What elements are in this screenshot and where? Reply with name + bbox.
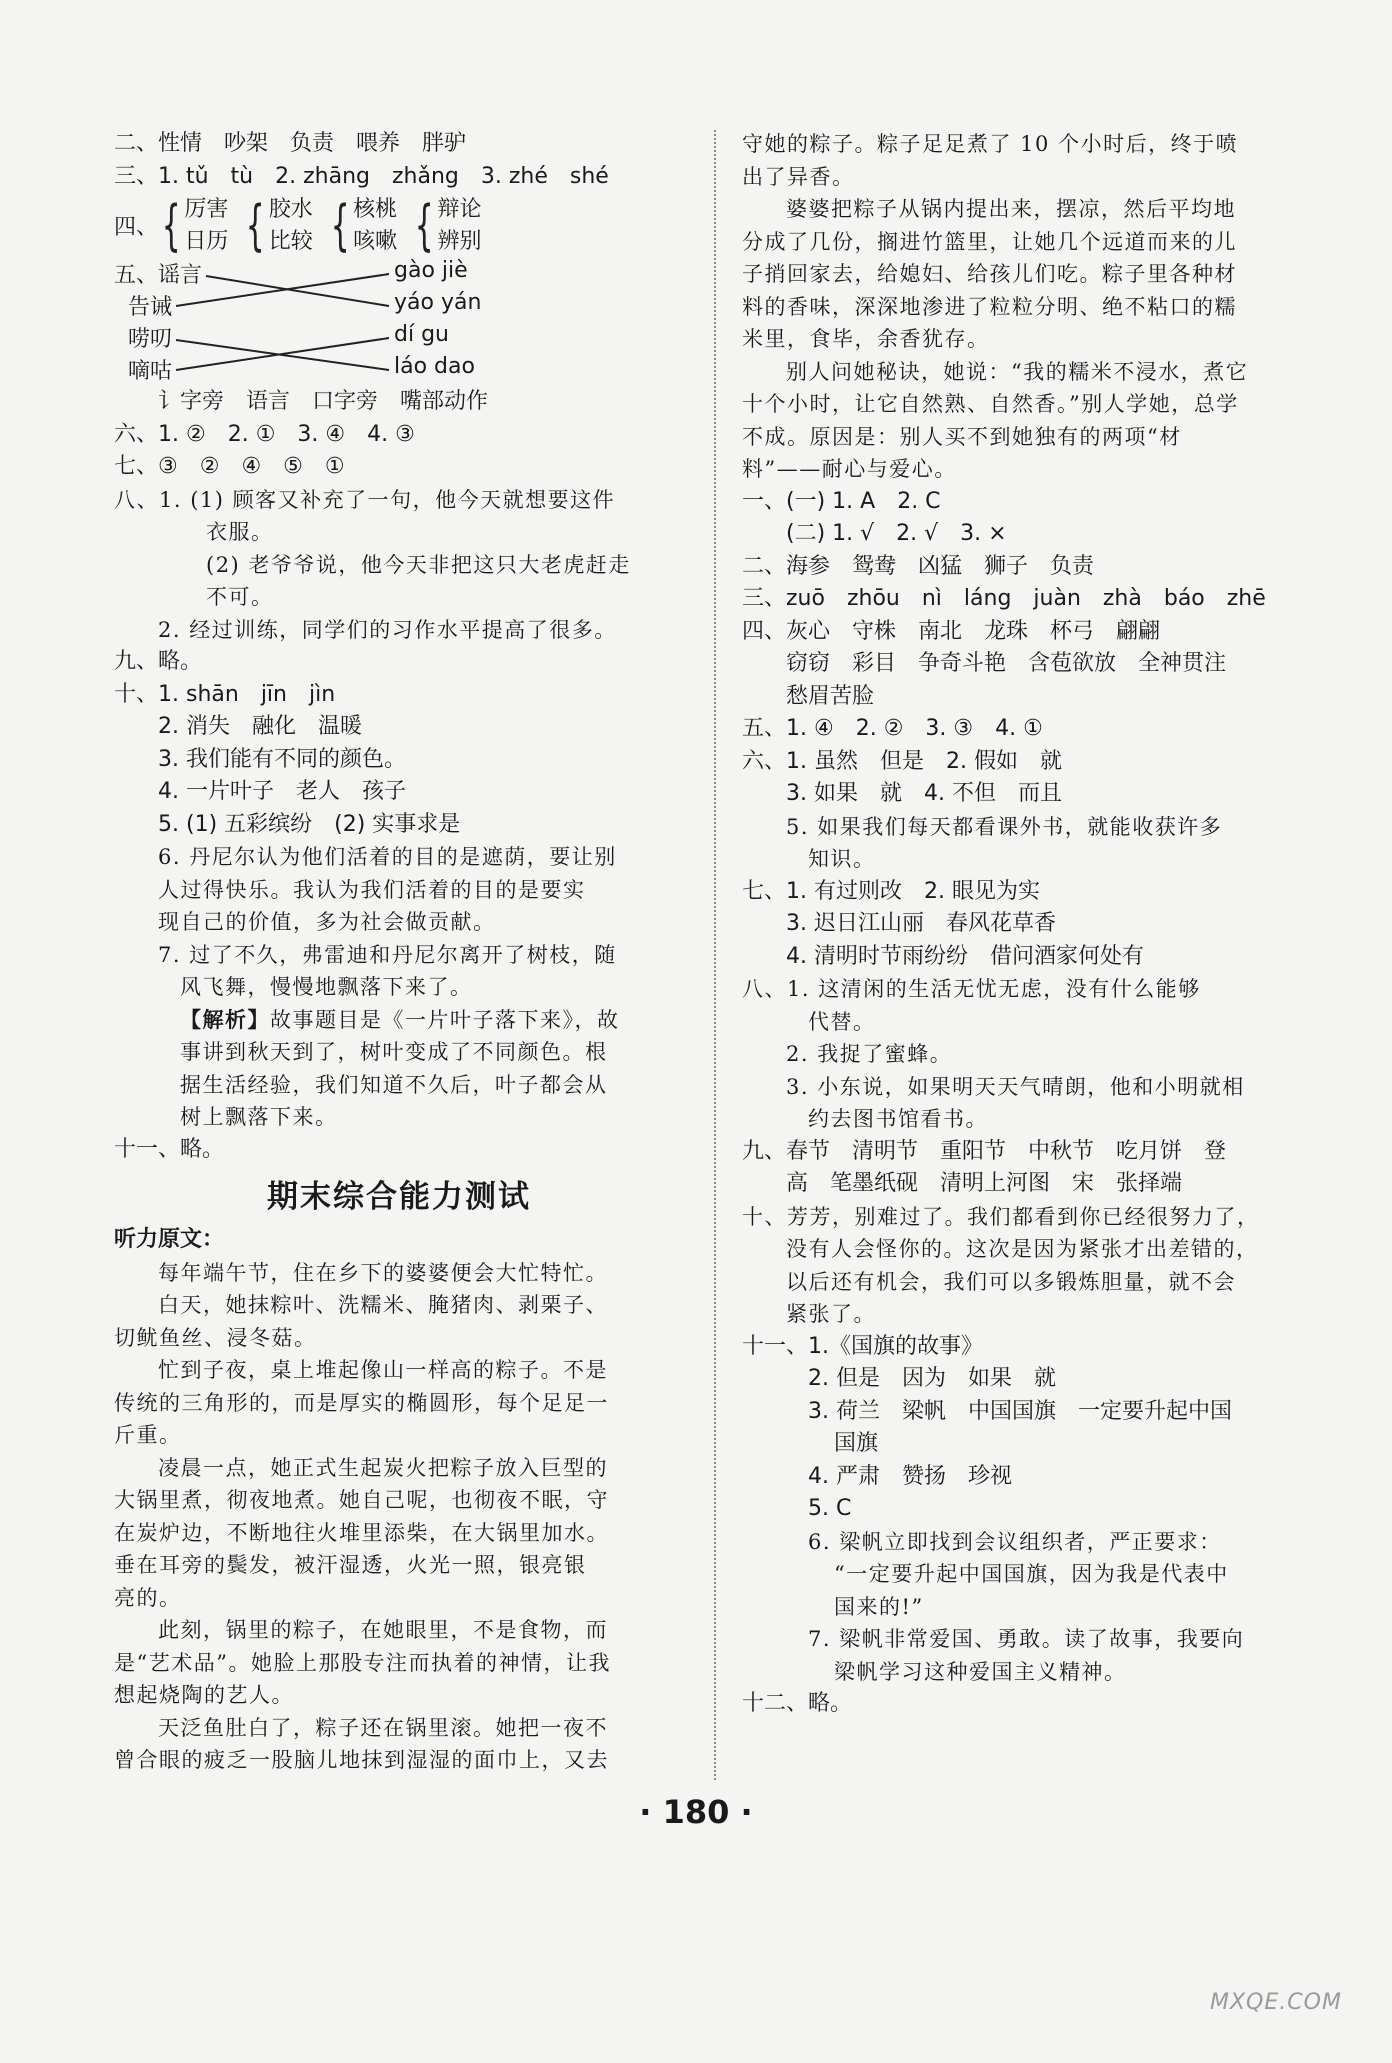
answer-5-label: 五、 (114, 263, 159, 288)
r-answer-8-line: 约去图书馆看书。 (808, 1107, 988, 1131)
answer-4 (114, 193, 684, 258)
brace-icon: { (414, 193, 434, 257)
answer-10-line: 5. (1) 五彩缤纷 (2) 实事求是 (158, 811, 461, 837)
story-line: 婆婆把粽子从锅内提出来，摆凉，然后平均地 (786, 197, 1236, 221)
r-answer-5: 五、1. ④ 2. ② 3. ③ 4. ① (742, 716, 1043, 741)
r-answer-6-line: 知识。 (808, 847, 876, 871)
r-answer-8-line: 代替。 (808, 1009, 876, 1034)
word: 辩论 (437, 196, 482, 222)
brace-icon: { (330, 193, 350, 257)
r-answer-11-line: 4. 严肃 赞扬 珍视 (808, 1463, 1012, 1489)
answer-5-match-a (114, 258, 684, 322)
answer-10-line: 7. 过了不久，弗雷迪和丹尼尔离开了树枝，随 (158, 942, 617, 967)
listening-line: 凌晨一点，她正式生起炭火把粽子放入巨型的 (158, 1455, 608, 1480)
listening-line: 天泛鱼肚白了，粽子还在锅里滚。她把一夜不 (158, 1715, 608, 1740)
answer-8-line: 八、1. (1) 顾客又补充了一句，他今天就想要这件 (114, 487, 616, 512)
answer-8-line: 不可。 (206, 585, 274, 609)
analysis-label: 【解析】 (180, 1006, 270, 1032)
answer-10-line: 人过得快乐。我认为我们活着的目的是要实 (158, 877, 586, 902)
page-number: · 180 · (639, 1793, 753, 1831)
story-line: 子捎回家去，给媳妇、给孩儿们吃。粽子里各种材 (742, 262, 1237, 286)
story-line: 出了异香。 (742, 164, 855, 189)
story-line: 分成了几份，搁进竹篮里，让她几个远道而来的儿 (742, 229, 1237, 254)
r-answer-10-line: 没有人会怪你的。这次是因为紧张才出差错的， (786, 1237, 1259, 1261)
r-answer-10-line: 以后还有机会，我们可以多锻炼胆量，就不会 (786, 1269, 1236, 1294)
answer-3: 三、1. tǔ tù 2. zhāng zhǎng 3. zhé shé (114, 163, 609, 189)
answer-8-line: 衣服。 (206, 520, 274, 544)
listening-line: 想起烧陶的艺人。 (114, 1683, 294, 1707)
match-right-pinyin: dí gu (394, 322, 449, 347)
r-answer-10-line: 十、芳芳，别难过了。我们都看到你已经很努力了， (742, 1204, 1260, 1229)
listening-line: 是“艺术品”。她脸上那股专注而执着的神情，让我 (114, 1650, 611, 1675)
r-answer-9-line: 九、春节 清明节 重阳节 中秋节 吃月饼 登 (742, 1138, 1227, 1164)
answer-10-line: 现自己的价值，多为社会做贡献。 (158, 910, 496, 934)
r-answer-11-line: 国旗 (834, 1431, 879, 1456)
r-answer-11-line: 2. 但是 因为 如果 就 (808, 1366, 1056, 1391)
r-answer-6-line: 六、1. 虽然 但是 2. 假如 就 (742, 748, 1062, 774)
r-answer-4-line: 窃窃 彩目 争奇斗艳 含苞欲放 全神贯注 (786, 651, 1227, 676)
listening-line: 曾合眼的疲乏一股脑儿地抹到湿湿的面巾上，又去 (114, 1748, 609, 1772)
listening-line: 斤重。 (114, 1423, 182, 1447)
r-answer-8-line: 八、1. 这清闲的生活无忧无虑，没有什么能够 (742, 977, 1201, 1001)
listening-line: 传统的三角形的，而是厚实的椭圆形，每个足足一 (114, 1390, 609, 1415)
r-answer-11-line: 7. 梁帆非常爱国、勇敢。读了故事，我要向 (808, 1627, 1245, 1651)
answer-8-line: (2) 老爷爷说，他今天非把这只大老虎赶走 (206, 552, 631, 577)
listening-line: 每年端午节，住在乡下的婆婆便会大忙特忙。 (158, 1260, 608, 1285)
answer-8-line: 2. 经过训练，同学们的习作水平提高了很多。 (158, 617, 617, 642)
answer-10-line: 3. 我们能有不同的颜色。 (158, 746, 406, 772)
brace-icon: { (246, 193, 266, 257)
word-pair (184, 194, 228, 258)
word: 核桃 (353, 196, 398, 222)
answer-2: 二、性情 吵架 负责 喂养 胖驴 (114, 131, 467, 156)
story-line: 不成。原因是：别人买不到她独有的两项“材 (742, 424, 1182, 449)
answer-11: 十一、略。 (114, 1136, 225, 1162)
r-answer-11-line: 6. 梁帆立即找到会议组织者，严正要求： (808, 1529, 1222, 1554)
r-answer-3: 三、zuō zhōu nì láng juàn zhà báo zhē (742, 586, 1266, 611)
listening-line: 此刻，锅里的粽子，在她眼里，不是食物，而 (158, 1618, 608, 1642)
r-answer-11-line: 十一、1.《国旗的故事》 (742, 1333, 983, 1359)
section-title: 期末综合能力测试 (267, 1179, 531, 1215)
r-answer-11-line: “一定要升起中国国旗，因为我是代表中 (834, 1562, 1229, 1586)
listening-line: 大锅里煮，彻夜地煮。她自己呢，也彻夜不眠，守 (114, 1488, 609, 1512)
word-pair (269, 194, 313, 258)
r-answer-8-line: 3. 小东说，如果明天天气晴朗，他和小明就相 (786, 1074, 1245, 1099)
answer-4-label: 四、 (114, 215, 159, 240)
r-answer-6-line: 5. 如果我们每天都看课外书，就能收获许多 (786, 814, 1223, 839)
answer-5-note: 讠字旁 语言 口字旁 嘴部动作 (158, 389, 489, 414)
r-answer-2: 二、海参 鸳鸯 凶猛 狮子 负责 (742, 553, 1095, 579)
r-answer-4-line: 四、灰心 守株 南北 龙珠 杯弓 翩翩 (742, 618, 1161, 644)
story-line: 米里，食毕，余香犹存。 (742, 327, 990, 351)
r-answer-11-line: 5. C (808, 1496, 852, 1521)
column-divider (714, 130, 716, 1780)
word: 胶水 (268, 196, 313, 222)
word: 厉害 (184, 196, 229, 222)
listening-line: 白天，她抹粽叶、洗糯米、腌猪肉、剥栗子、 (158, 1293, 608, 1317)
answer-10-line: 2. 消失 融化 温暖 (158, 714, 362, 739)
r-answer-7-line: 七、1. 有过则改 2. 眼见为实 (742, 878, 1040, 904)
word: 辨别 (437, 228, 482, 254)
word-pair (353, 194, 397, 258)
r-answer-7-line: 4. 清明时节雨纷纷 借问酒家何处有 (786, 943, 1144, 969)
analysis-text: 故事题目是《一片叶子落下来》，故 (270, 1007, 620, 1032)
r-answer-6-line: 3. 如果 就 4. 不但 而且 (786, 781, 1062, 806)
listening-label: 听力原文： (114, 1227, 225, 1252)
answer-10-line: 风飞舞，慢慢地飘落下来了。 (180, 975, 473, 999)
listening-line: 忙到子夜，桌上堆起像山一样高的粽子。不是 (158, 1358, 608, 1382)
word: 咳嗽 (353, 228, 398, 254)
analysis-line: 树上飘落下来。 (180, 1105, 338, 1129)
match-left-word: 告诫 (128, 295, 173, 320)
watermark: MXQE.COM (1210, 1990, 1342, 2015)
match-left-word: 唠叨 (128, 327, 173, 352)
story-line: 料”——耐心与爱心。 (742, 457, 957, 481)
r-answer-7-line: 3. 迟日江山丽 春风花草香 (786, 911, 1056, 936)
r-answer-4-line: 愁眉苦脸 (786, 683, 875, 709)
listening-line: 在炭炉边，不断地往火堆里添柴，在大锅里加水。 (114, 1520, 609, 1545)
listening-line: 亮的。 (114, 1585, 182, 1610)
analysis-line: 事讲到秋天到了，树叶变成了不同颜色。根 (180, 1040, 608, 1064)
match-left-word: 谣言 (158, 263, 203, 288)
listening-line: 切鱿鱼丝、浸冬菇。 (114, 1325, 317, 1350)
r-answer-11-line: 3. 荷兰 梁帆 中国国旗 一定要升起中国 (808, 1398, 1232, 1424)
answer-10-line: 6. 丹尼尔认为他们活着的目的是遮荫，要让别 (158, 845, 617, 869)
answer-10-line: 4. 一片叶子 老人 孩子 (158, 779, 406, 804)
match-left-word: 嘀咕 (128, 359, 173, 384)
word: 比较 (268, 228, 313, 254)
story-line: 别人问她秘诀，她说：“我的糯米不浸水，煮它 (786, 359, 1249, 384)
answer-10-line: 十、1. shān jīn jìn (114, 681, 336, 707)
r-answer-1b: (二) 1. √ 2. √ 3. × (786, 521, 1007, 546)
answer-9: 九、略。 (114, 649, 203, 674)
brace-icon: { (161, 193, 181, 257)
analysis-line: 据生活经验，我们知道不久后，叶子都会从 (180, 1072, 608, 1097)
right-column (742, 128, 1322, 1721)
story-line: 守她的粽子。粽子足足煮了 10 个小时后，终于喷 (742, 132, 1239, 156)
r-answer-9-line: 高 笔墨纸砚 清明上河图 宋 张择端 (786, 1171, 1183, 1196)
r-answer-11-line: 国来的!” (834, 1594, 924, 1619)
r-answer-8-line: 2. 我捉了蜜蜂。 (786, 1042, 953, 1066)
match-right-pinyin: gào jiè (394, 258, 468, 283)
answer-5-match-b (114, 322, 684, 386)
listening-line: 垂在耳旁的鬓发，被汗湿透，火光一照，银亮银 (114, 1553, 587, 1577)
word-pair (438, 194, 482, 258)
answer-7: 七、③ ② ④ ⑤ ① (114, 454, 345, 479)
match-lines-b (114, 322, 404, 386)
story-line: 十个小时，让它自然熟、自然香。”别人学她，总学 (742, 392, 1239, 416)
story-line: 料的香味，深深地渗进了粒粒分明、绝不粘口的糯 (742, 294, 1237, 319)
word: 日历 (184, 228, 229, 254)
match-right-pinyin: yáo yán (394, 290, 482, 315)
r-answer-12: 十二、略。 (742, 1691, 853, 1716)
left-column (114, 128, 684, 1777)
match-right-pinyin: láo dao (394, 354, 475, 379)
r-answer-11-line: 梁帆学习这种爱国主义精神。 (834, 1659, 1127, 1684)
answer-6: 六、1. ② 2. ① 3. ④ 4. ③ (114, 421, 415, 447)
r-answer-10-line: 紧张了。 (786, 1302, 876, 1326)
r-answer-1: 一、(一) 1. A 2. C (742, 488, 941, 514)
analysis-line (114, 1004, 684, 1037)
match-lines-a (114, 258, 404, 322)
